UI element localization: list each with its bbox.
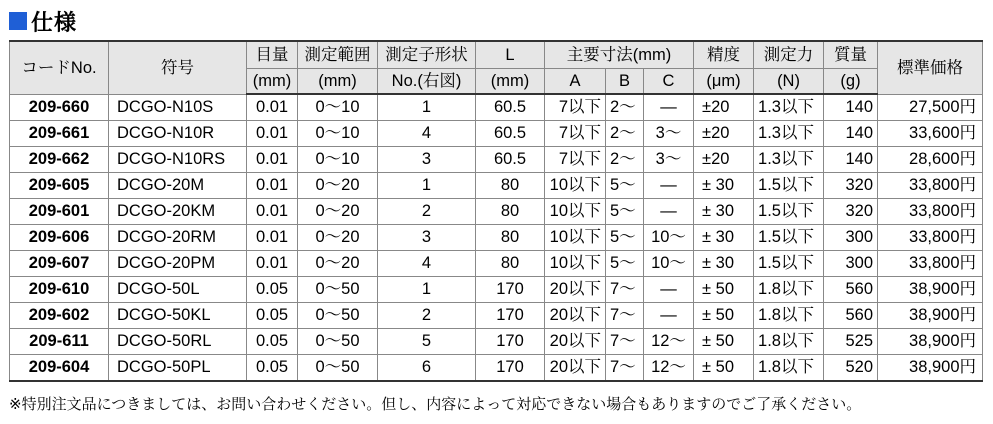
cell-graduation: 0.05 bbox=[247, 303, 298, 329]
cell-price: 33,600円 bbox=[878, 121, 983, 147]
cell-a: 10以下 bbox=[545, 225, 606, 251]
cell-mass: 320 bbox=[824, 199, 878, 225]
cell-b: 2〜 bbox=[606, 147, 644, 173]
cell-graduation: 0.05 bbox=[247, 277, 298, 303]
cell-b: 7〜 bbox=[606, 355, 644, 382]
cell-contact: 3 bbox=[378, 147, 476, 173]
cell-l: 80 bbox=[476, 251, 545, 277]
cell-range: 0〜10 bbox=[298, 147, 378, 173]
cell-graduation: 0.01 bbox=[247, 251, 298, 277]
header-graduation-unit: (mm) bbox=[247, 69, 298, 95]
table-row bbox=[10, 225, 983, 251]
cell-b: 7〜 bbox=[606, 303, 644, 329]
cell-l: 80 bbox=[476, 199, 545, 225]
cell-a: 20以下 bbox=[545, 355, 606, 382]
cell-accuracy: ± 50 bbox=[694, 329, 754, 355]
cell-code: 209-606 bbox=[10, 225, 109, 251]
cell-accuracy: ± 30 bbox=[694, 225, 754, 251]
table-row bbox=[10, 355, 983, 382]
header-graduation: 目量 bbox=[247, 41, 298, 69]
cell-symbol: DCGO-N10S bbox=[109, 94, 247, 121]
cell-force: 1.8以下 bbox=[754, 277, 824, 303]
cell-accuracy: ±20 bbox=[694, 121, 754, 147]
cell-a: 20以下 bbox=[545, 329, 606, 355]
cell-c: 3〜 bbox=[644, 121, 694, 147]
table-row bbox=[10, 147, 983, 173]
cell-a: 10以下 bbox=[545, 173, 606, 199]
cell-a: 20以下 bbox=[545, 303, 606, 329]
cell-l: 170 bbox=[476, 277, 545, 303]
cell-force: 1.3以下 bbox=[754, 94, 824, 121]
cell-graduation: 0.05 bbox=[247, 329, 298, 355]
cell-force: 1.8以下 bbox=[754, 329, 824, 355]
cell-force: 1.8以下 bbox=[754, 355, 824, 382]
cell-symbol: DCGO-N10RS bbox=[109, 147, 247, 173]
cell-range: 0〜10 bbox=[298, 94, 378, 121]
header-l: L bbox=[476, 41, 545, 69]
cell-a: 10以下 bbox=[545, 251, 606, 277]
cell-graduation: 0.01 bbox=[247, 173, 298, 199]
cell-l: 170 bbox=[476, 303, 545, 329]
cell-l: 170 bbox=[476, 355, 545, 382]
table-row bbox=[10, 303, 983, 329]
cell-accuracy: ± 30 bbox=[694, 199, 754, 225]
cell-price: 33,800円 bbox=[878, 251, 983, 277]
table-row bbox=[10, 121, 983, 147]
cell-c: 3〜 bbox=[644, 147, 694, 173]
cell-price: 38,900円 bbox=[878, 303, 983, 329]
cell-range: 0〜20 bbox=[298, 251, 378, 277]
cell-graduation: 0.01 bbox=[247, 94, 298, 121]
table-row bbox=[10, 94, 983, 121]
cell-c: — bbox=[644, 303, 694, 329]
header-code: コードNo. bbox=[10, 41, 109, 94]
cell-graduation: 0.05 bbox=[247, 355, 298, 382]
header-force-unit: (N) bbox=[754, 69, 824, 95]
square-bullet-icon bbox=[9, 12, 27, 30]
cell-force: 1.3以下 bbox=[754, 147, 824, 173]
header-accuracy: 精度 bbox=[694, 41, 754, 69]
cell-c: 10〜 bbox=[644, 251, 694, 277]
cell-contact: 5 bbox=[378, 329, 476, 355]
cell-mass: 520 bbox=[824, 355, 878, 382]
cell-code: 209-660 bbox=[10, 94, 109, 121]
cell-mass: 140 bbox=[824, 121, 878, 147]
cell-b: 2〜 bbox=[606, 94, 644, 121]
header-contact: 測定子形状 bbox=[378, 41, 476, 69]
cell-b: 5〜 bbox=[606, 199, 644, 225]
cell-price: 38,900円 bbox=[878, 277, 983, 303]
header-row-1 bbox=[10, 41, 983, 69]
cell-force: 1.5以下 bbox=[754, 225, 824, 251]
cell-graduation: 0.01 bbox=[247, 225, 298, 251]
cell-contact: 6 bbox=[378, 355, 476, 382]
cell-b: 5〜 bbox=[606, 173, 644, 199]
cell-accuracy: ±20 bbox=[694, 94, 754, 121]
cell-a: 10以下 bbox=[545, 199, 606, 225]
cell-a: 7以下 bbox=[545, 94, 606, 121]
cell-graduation: 0.01 bbox=[247, 147, 298, 173]
cell-mass: 320 bbox=[824, 173, 878, 199]
header-symbol: 符号 bbox=[109, 41, 247, 94]
cell-l: 60.5 bbox=[476, 94, 545, 121]
cell-force: 1.3以下 bbox=[754, 121, 824, 147]
cell-force: 1.5以下 bbox=[754, 199, 824, 225]
header-range-unit: (mm) bbox=[298, 69, 378, 95]
cell-b: 2〜 bbox=[606, 121, 644, 147]
cell-symbol: DCGO-50RL bbox=[109, 329, 247, 355]
cell-price: 33,800円 bbox=[878, 173, 983, 199]
cell-l: 170 bbox=[476, 329, 545, 355]
header-range: 測定範囲 bbox=[298, 41, 378, 69]
cell-b: 5〜 bbox=[606, 251, 644, 277]
cell-accuracy: ± 30 bbox=[694, 173, 754, 199]
section-title: 仕様 bbox=[31, 10, 78, 36]
cell-mass: 560 bbox=[824, 277, 878, 303]
cell-accuracy: ± 30 bbox=[694, 251, 754, 277]
cell-accuracy: ± 50 bbox=[694, 355, 754, 382]
cell-accuracy: ± 50 bbox=[694, 303, 754, 329]
cell-contact: 1 bbox=[378, 94, 476, 121]
section-heading bbox=[9, 5, 77, 37]
cell-price: 28,600円 bbox=[878, 147, 983, 173]
cell-c: 12〜 bbox=[644, 329, 694, 355]
cell-l: 60.5 bbox=[476, 121, 545, 147]
cell-symbol: DCGO-50L bbox=[109, 277, 247, 303]
cell-symbol: DCGO-50PL bbox=[109, 355, 247, 382]
table-row bbox=[10, 173, 983, 199]
cell-symbol: DCGO-20KM bbox=[109, 199, 247, 225]
table-row bbox=[10, 277, 983, 303]
cell-code: 209-610 bbox=[10, 277, 109, 303]
cell-mass: 140 bbox=[824, 147, 878, 173]
cell-contact: 4 bbox=[378, 251, 476, 277]
cell-a: 7以下 bbox=[545, 121, 606, 147]
cell-mass: 300 bbox=[824, 251, 878, 277]
cell-code: 209-607 bbox=[10, 251, 109, 277]
cell-symbol: DCGO-20RM bbox=[109, 225, 247, 251]
header-accuracy-unit: (μm) bbox=[694, 69, 754, 95]
cell-c: — bbox=[644, 94, 694, 121]
cell-accuracy: ± 50 bbox=[694, 277, 754, 303]
cell-range: 0〜10 bbox=[298, 121, 378, 147]
header-mass-unit: (g) bbox=[824, 69, 878, 95]
cell-range: 0〜50 bbox=[298, 329, 378, 355]
cell-b: 7〜 bbox=[606, 277, 644, 303]
cell-price: 33,800円 bbox=[878, 225, 983, 251]
cell-graduation: 0.01 bbox=[247, 121, 298, 147]
cell-force: 1.5以下 bbox=[754, 251, 824, 277]
header-b: B bbox=[606, 69, 644, 95]
cell-range: 0〜20 bbox=[298, 225, 378, 251]
spec-table-body bbox=[10, 94, 983, 381]
cell-mass: 300 bbox=[824, 225, 878, 251]
table-row bbox=[10, 329, 983, 355]
cell-force: 1.8以下 bbox=[754, 303, 824, 329]
cell-c: 10〜 bbox=[644, 225, 694, 251]
cell-code: 209-605 bbox=[10, 173, 109, 199]
header-l-unit: (mm) bbox=[476, 69, 545, 95]
cell-symbol: DCGO-N10R bbox=[109, 121, 247, 147]
cell-range: 0〜20 bbox=[298, 199, 378, 225]
cell-symbol: DCGO-50KL bbox=[109, 303, 247, 329]
cell-b: 5〜 bbox=[606, 225, 644, 251]
table-row bbox=[10, 251, 983, 277]
cell-c: — bbox=[644, 173, 694, 199]
spec-table bbox=[9, 40, 983, 382]
cell-c: 12〜 bbox=[644, 355, 694, 382]
cell-contact: 1 bbox=[378, 173, 476, 199]
cell-l: 80 bbox=[476, 173, 545, 199]
table-row bbox=[10, 199, 983, 225]
cell-contact: 2 bbox=[378, 199, 476, 225]
cell-code: 209-661 bbox=[10, 121, 109, 147]
header-mass: 質量 bbox=[824, 41, 878, 69]
cell-range: 0〜50 bbox=[298, 303, 378, 329]
cell-b: 7〜 bbox=[606, 329, 644, 355]
cell-mass: 140 bbox=[824, 94, 878, 121]
cell-graduation: 0.01 bbox=[247, 199, 298, 225]
cell-code: 209-601 bbox=[10, 199, 109, 225]
cell-a: 7以下 bbox=[545, 147, 606, 173]
header-force: 測定力 bbox=[754, 41, 824, 69]
header-c: C bbox=[644, 69, 694, 95]
cell-mass: 525 bbox=[824, 329, 878, 355]
cell-l: 60.5 bbox=[476, 147, 545, 173]
cell-force: 1.5以下 bbox=[754, 173, 824, 199]
cell-accuracy: ±20 bbox=[694, 147, 754, 173]
cell-range: 0〜20 bbox=[298, 173, 378, 199]
cell-range: 0〜50 bbox=[298, 355, 378, 382]
cell-contact: 3 bbox=[378, 225, 476, 251]
cell-mass: 560 bbox=[824, 303, 878, 329]
cell-code: 209-611 bbox=[10, 329, 109, 355]
cell-code: 209-604 bbox=[10, 355, 109, 382]
cell-contact: 2 bbox=[378, 303, 476, 329]
cell-symbol: DCGO-20M bbox=[109, 173, 247, 199]
cell-symbol: DCGO-20PM bbox=[109, 251, 247, 277]
cell-l: 80 bbox=[476, 225, 545, 251]
header-dims: 主要寸法(mm) bbox=[545, 41, 694, 69]
cell-contact: 1 bbox=[378, 277, 476, 303]
header-contact-sub: No.(右図) bbox=[378, 69, 476, 95]
cell-range: 0〜50 bbox=[298, 277, 378, 303]
cell-price: 38,900円 bbox=[878, 329, 983, 355]
header-a: A bbox=[545, 69, 606, 95]
cell-code: 209-662 bbox=[10, 147, 109, 173]
cell-code: 209-602 bbox=[10, 303, 109, 329]
cell-price: 27,500円 bbox=[878, 94, 983, 121]
cell-a: 20以下 bbox=[545, 277, 606, 303]
cell-contact: 4 bbox=[378, 121, 476, 147]
header-price: 標準価格 bbox=[878, 41, 983, 94]
cell-c: — bbox=[644, 277, 694, 303]
cell-price: 33,800円 bbox=[878, 199, 983, 225]
footnote: ※特別注文品につきましては、お問い合わせください。但し、内容によって対応できない場合もありますのでご了承ください。 bbox=[9, 395, 862, 413]
cell-price: 38,900円 bbox=[878, 355, 983, 382]
cell-c: — bbox=[644, 199, 694, 225]
